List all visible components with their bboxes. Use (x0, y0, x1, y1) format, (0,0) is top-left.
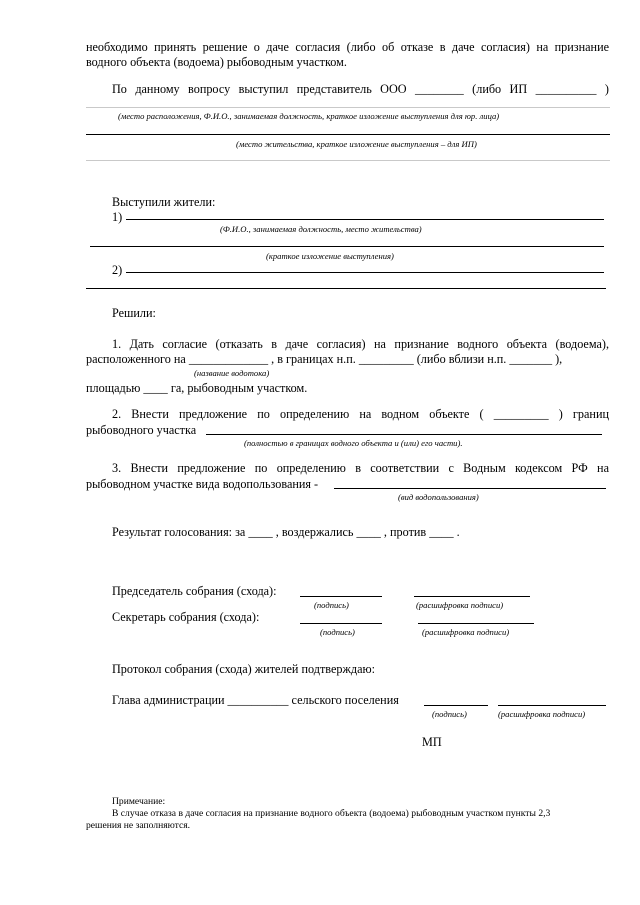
head-decode-line (498, 705, 606, 706)
resident-1-line (126, 219, 604, 220)
speaker-org-hint: (место расположения, Ф.И.О., занимаемая должность, краткое изложение выступления для юр. лица) (118, 111, 500, 121)
speaker-extra-line (86, 160, 610, 161)
decision-p2-line-1: 2. Внести предложение по определению на водном объекте ( _________ ) границ (112, 407, 609, 421)
decision-p2-hint: (полностью в границах водного объекта и (или) его части). (244, 438, 463, 448)
speaker-line: По данному вопросу выступил представитель ООО ________ (либо ИП __________ ) (112, 82, 609, 96)
voting-result: Результат голосования: за ____ , воздержались ____ , против ____ . (112, 525, 460, 539)
stamp-mark: МП (422, 735, 442, 749)
decision-p1-line-1: 1. Дать согласие (отказать в даче согласия) на признание водного объекта (водоема), (112, 337, 609, 351)
resident-1-fio-hint: (Ф.И.О., занимаемая должность, место жительства) (220, 224, 422, 234)
note-title: Примечание: (112, 796, 166, 807)
secretary-decode-hint: (расшифровка подписи) (422, 627, 510, 637)
confirm-text: Протокол собрания (схода) жителей подтверждаю: (112, 662, 375, 676)
decision-p1-line-2: расположенного на _____________ , в границах н.п. _________ (либо вблизи н.п. _______ ), (86, 352, 563, 366)
note-line-2: решения не заполняются. (86, 820, 191, 831)
secretary-decode-line (418, 623, 534, 624)
decision-p2-blank (206, 434, 602, 435)
head-signature-line (424, 705, 488, 706)
head-decode-hint: (расшифровка подписи) (498, 709, 586, 719)
head-label: Глава администрации __________ сельского поселения (112, 693, 399, 707)
note-line-1: В случае отказа в даче согласия на признание водного объекта (водоема) рыбоводным участком пункты 2,3 (112, 808, 551, 819)
decision-p2-line-2: рыбоводного участка (86, 423, 197, 437)
decision-heading: Решили: (112, 306, 156, 320)
intro-line-2: водного объекта (водоема) рыбоводным участком. (86, 55, 347, 69)
resident-2-speech-line (86, 288, 606, 289)
intro-line-1: необходимо принять решение о даче согласия (либо об отказе в даче согласия) на признание (86, 40, 609, 54)
chair-signature-line (300, 596, 382, 597)
resident-1-speech-hint: (краткое изложение выступления) (266, 251, 394, 261)
chair-signature-hint: (подпись) (314, 600, 349, 610)
decision-p3-hint: (вид водопользования) (398, 492, 479, 502)
chair-label: Председатель собрания (схода): (112, 584, 277, 598)
decision-p3-blank (334, 488, 606, 489)
secretary-signature-line (300, 623, 382, 624)
decision-p3-line-2: рыбоводном участке вида водопользования - (86, 477, 319, 491)
resident-1-number: 1) (112, 210, 123, 224)
resident-2-line (126, 272, 604, 273)
speaker-ip-line (86, 134, 610, 135)
decision-p1-line-3: площадью ____ га, рыбоводным участком. (86, 381, 308, 395)
decision-p3-line-1: 3. Внести предложение по определению в соответствии с Водным кодексом РФ на (112, 461, 609, 475)
chair-decode-line (414, 596, 530, 597)
secretary-signature-hint: (подпись) (320, 627, 355, 637)
decision-p1-hint: (название водотока) (194, 368, 270, 378)
secretary-label: Секретарь собрания (схода): (112, 610, 260, 624)
resident-1-speech-line (90, 246, 604, 247)
speaker-ip-hint: (место жительства, краткое изложение выступления – для ИП) (236, 139, 477, 149)
speaker-org-line (86, 107, 610, 108)
residents-heading: Выступили жители: (112, 195, 216, 209)
chair-decode-hint: (расшифровка подписи) (416, 600, 504, 610)
head-signature-hint: (подпись) (432, 709, 467, 719)
resident-2-number: 2) (112, 263, 123, 277)
